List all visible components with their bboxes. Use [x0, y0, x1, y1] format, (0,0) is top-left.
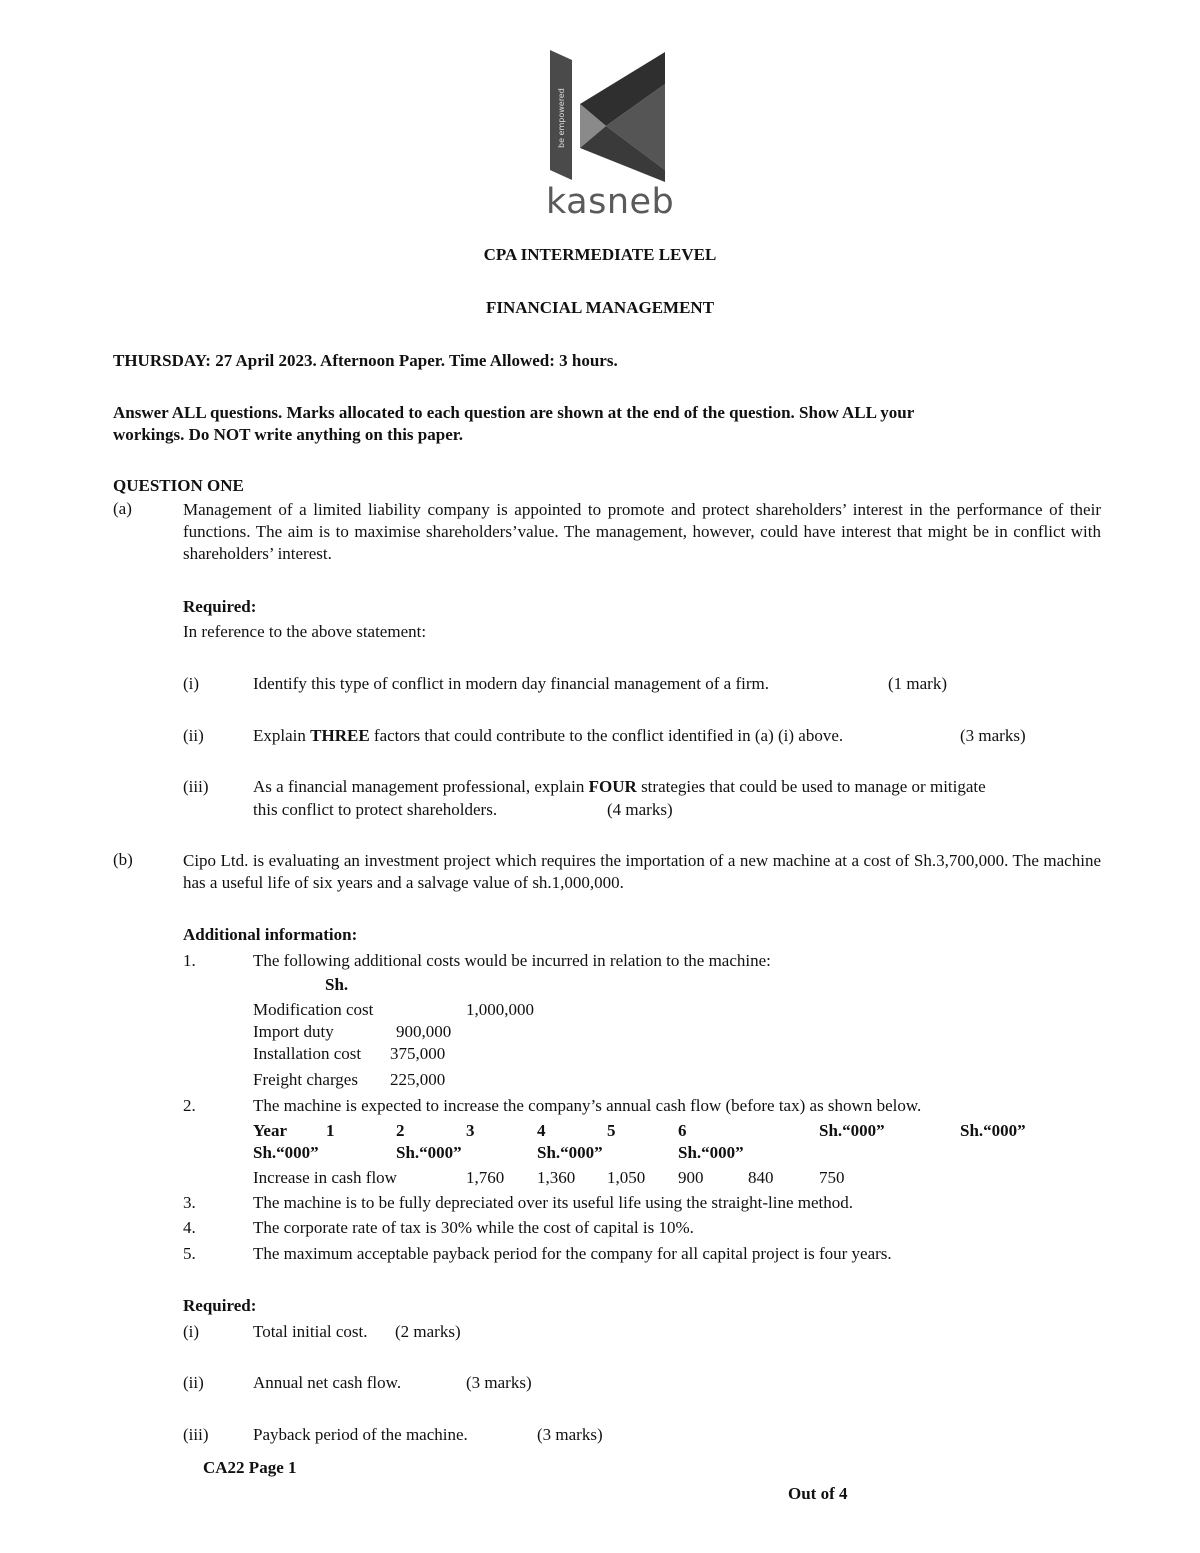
part-a-intro: In reference to the above statement:	[183, 622, 427, 641]
cashflow-value: 750	[819, 1168, 845, 1187]
part-a-ii-label: (ii)	[183, 726, 204, 745]
exam-subject: FINANCIAL MANAGEMENT	[485, 298, 715, 317]
cost-value: 900,000	[396, 1022, 452, 1041]
part-b-iii-marks: (3 marks)	[537, 1425, 603, 1444]
cashflow-year: 6	[678, 1121, 687, 1140]
cashflow-row-label: Increase in cash flow	[253, 1168, 397, 1187]
info-5-number: 5.	[183, 1244, 196, 1263]
part-b-i-label: (i)	[183, 1322, 200, 1341]
page-count: Out of 4	[788, 1484, 848, 1503]
info-1-number: 1.	[183, 951, 196, 970]
part-b-ii-label: (ii)	[183, 1373, 204, 1392]
cost-value: 225,000	[390, 1070, 446, 1089]
part-a-required: Required:	[183, 597, 257, 616]
part-b-label: (b)	[113, 850, 133, 869]
cashflow-value: 840	[748, 1168, 774, 1187]
info-1-text: The following additional costs would be incurred in relation to the machine:	[253, 951, 771, 970]
info-4-number: 4.	[183, 1218, 196, 1237]
cashflow-year: 1	[326, 1121, 335, 1140]
cashflow-value: 900	[678, 1168, 704, 1187]
part-a-i-text: Identify this type of conflict in modern day financial management of a firm.	[253, 674, 769, 693]
part-b-ii-text: Annual net cash flow.	[253, 1373, 402, 1392]
cashflow-value: 1,760	[466, 1168, 505, 1187]
part-a-i-marks: (1 mark)	[888, 674, 948, 693]
part-b-required: Required:	[183, 1296, 257, 1315]
cashflow-value: 1,050	[607, 1168, 646, 1187]
cashflow-year-label: Year	[253, 1121, 287, 1140]
cashflow-unit: Sh.“000”	[960, 1121, 1026, 1140]
instructions-line-2: workings. Do NOT write anything on this paper.	[113, 425, 463, 444]
cost-label: Installation cost	[253, 1044, 362, 1063]
cost-label: Freight charges	[253, 1070, 358, 1089]
part-a-ii-marks: (3 marks)	[960, 726, 1026, 745]
info-3-number: 3.	[183, 1193, 196, 1212]
part-a-text: Management of a limited liability company is appointed to promote and protect shareholders’ interest in the performance of their functions. The aim is to maximise shareholders’value. The management, however, could have interest that might be in conflict with shareholders’ interest.	[183, 500, 1101, 563]
part-b-ii-marks: (3 marks)	[466, 1373, 532, 1392]
costs-currency-header: Sh.	[325, 975, 349, 994]
cashflow-unit: Sh.“000”	[537, 1143, 603, 1162]
part-a-iii-marks: (4 marks)	[607, 800, 673, 819]
part-b-iii-label: (iii)	[183, 1425, 209, 1444]
info-2-text: The machine is expected to increase the company’s annual cash flow (before tax) as shown below.	[253, 1096, 922, 1115]
cost-value: 375,000	[390, 1044, 446, 1063]
part-a-iii-label: (iii)	[183, 777, 209, 796]
cost-label: Import duty	[253, 1022, 334, 1041]
cashflow-year: 3	[466, 1121, 475, 1140]
cashflow-year: 2	[396, 1121, 405, 1140]
part-a-iii-text: As a financial management professional, explain FOUR strategies that could be used to manage or mitigate	[253, 777, 986, 796]
cashflow-unit: Sh.“000”	[396, 1143, 462, 1162]
additional-info-heading: Additional information:	[183, 925, 358, 944]
cashflow-unit: Sh.“000”	[819, 1121, 885, 1140]
exam-level: CPA INTERMEDIATE LEVEL	[483, 245, 717, 264]
cashflow-unit: Sh.“000”	[678, 1143, 744, 1162]
cashflow-value: 1,360	[537, 1168, 576, 1187]
info-2-number: 2.	[183, 1096, 196, 1115]
info-4-text: The corporate rate of tax is 30% while the cost of capital is 10%.	[253, 1218, 694, 1237]
part-b-text: Cipo Ltd. is evaluating an investment project which requires the importation of a new machine at a cost of Sh.3,700,000. The machine has a useful life of six years and a salvage value of sh.1,000,000.	[183, 851, 1101, 892]
info-3-text: The machine is to be fully depreciated over its useful life using the straight-line method.	[253, 1193, 854, 1212]
logo-wordmark: kasneb	[546, 182, 675, 222]
logo-tagline: be empowered	[557, 88, 566, 148]
cashflow-year: 4	[537, 1121, 546, 1140]
cashflow-unit: Sh.“000”	[253, 1143, 319, 1162]
part-b-i-marks: (2 marks)	[395, 1322, 461, 1341]
cost-label: Modification cost	[253, 1000, 374, 1019]
exam-date-line: THURSDAY: 27 April 2023. Afternoon Paper. Time Allowed: 3 hours.	[113, 351, 618, 370]
part-b-iii-text: Payback period of the machine.	[253, 1425, 468, 1444]
cost-value: 1,000,000	[466, 1000, 534, 1019]
page-footer: CA22 Page 1	[203, 1458, 297, 1477]
info-5-text: The maximum acceptable payback period for the company for all capital project is four years.	[253, 1244, 892, 1263]
instructions-line-1: Answer ALL questions. Marks allocated to each question are shown at the end of the question. Show ALL your	[113, 403, 915, 422]
part-a-ii-text: Explain THREE factors that could contribute to the conflict identified in (a) (i) above.	[253, 726, 844, 745]
part-a-label: (a)	[113, 499, 132, 518]
part-b-i-text: Total initial cost.	[253, 1322, 368, 1341]
part-a-iii-text-line2: this conflict to protect shareholders.	[253, 800, 498, 819]
question-title: QUESTION ONE	[113, 476, 244, 495]
part-a-i-label: (i)	[183, 674, 200, 693]
cashflow-year: 5	[607, 1121, 616, 1140]
